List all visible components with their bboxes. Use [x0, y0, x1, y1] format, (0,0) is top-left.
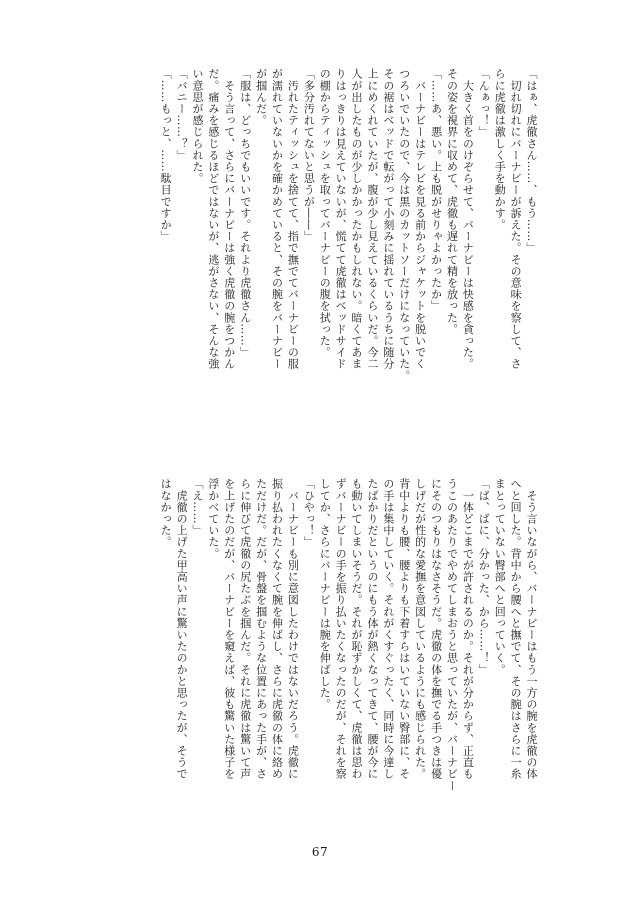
text-line: らに伸びて虎徹の尻たぶを掴んだ。それに虎徹は驚いて声	[238, 478, 252, 780]
text-line: 「服は、どっちでもいいです。それより虎徹さん……」	[238, 68, 252, 358]
text-line: 汚れたティッシュを捨てて、指で撫でてバーナビーの服	[286, 68, 300, 370]
text-line: まとっていない臀部へと回っていく。	[493, 478, 507, 676]
text-line: 浮かべていた。	[206, 478, 220, 560]
text-line: らに虎徹は激しく手を動かす。	[493, 68, 507, 231]
text-line: い意思が感じられた。	[190, 68, 204, 184]
text-line: 「え……」	[190, 478, 204, 536]
page-number: 67	[311, 845, 329, 859]
text-line: バーナビーも別に意図したわけではないだろう。虎徹に	[286, 478, 300, 780]
text-line: しげだが性的な愛撫を意図しているようにも感じられた。	[413, 478, 427, 780]
text-line: 「はぁ、虎徹さん……、もう……」	[525, 68, 538, 254]
text-line: が濡れていないかを確かめていると、その腕をバーナビー	[270, 68, 284, 370]
text-line: 背中よりも腰、腰よりも下着すらはいていない臀部に、そ	[397, 478, 411, 780]
text-line: が掴んだ。	[254, 68, 268, 126]
text-line: ただけだ。だが、骨盤を掴むような位置にあった手が、さ	[254, 478, 268, 780]
text-line: 「ひやっ！」	[302, 478, 316, 548]
text-line: の棚からティッシュを取ってバーナビーの腹を拭った。	[318, 68, 332, 358]
text-line: 人が出したものが少しかかったかもしれない。暗くてあま	[350, 68, 364, 370]
text-line: 「ば、ばに、分かった、から……！」	[477, 478, 491, 676]
text-line: 「……もっと、……駄目ですか」	[159, 68, 173, 242]
text-line: はなかった。	[159, 478, 173, 548]
text-line: も動いてしまいそうだ。それが恥ずかしくて、虎徹は思わ	[350, 478, 364, 780]
text-line: ずバーナビーの手を振り払いたくなったのだが、それを察	[334, 478, 348, 780]
text-line: へと回した。背中から腰へと撫でて、その腕はさらに一糸	[509, 478, 523, 780]
text-line: だ。痛みを感じるほどではないが、逃がさない、そんな強	[206, 68, 220, 370]
text-line: 一体どこまでが許されるのか。それが分からず、正直も	[461, 478, 475, 780]
text-line: そう言って、さらにバーナビーは強く虎徹の腕をつかん	[222, 68, 236, 370]
text-line: たばかりだというのにもう体が熱くなってきて、腰が今に	[365, 478, 379, 780]
text-line: 振り払われたくなくて腕を伸ばし、さらに虎徹の体に絡め	[270, 478, 284, 780]
text-line: その姿を視界に収めて、虎徹も遅れて精を放った。	[445, 68, 459, 335]
text-line: 切れ切れにバーナビーが訴えた。その意味を察して、さ	[509, 68, 523, 370]
text-line: 上にめくれていたが、腹が少し見えているくらいだ。今二	[365, 68, 379, 370]
text-line: を上げたのだが、バーナビーを窺えば、彼も驚いた様子を	[222, 478, 236, 780]
text-line: バーナビーはテレビを見る前からジャケットを脱いでく	[413, 68, 427, 370]
text-line: つろいでいたので、今は黒のカットソーだけになっていた。	[397, 68, 411, 382]
text-block-bottom	[133, 478, 539, 814]
text-line: 「バニー……？」	[175, 68, 189, 161]
text-line: にそのつもりはなさそうだ。虎徹の体を撫でる手つきは優	[429, 478, 443, 780]
text-line: 虎徹の上げた甲高い声に驚いたのかと思ったが、そうで	[175, 478, 189, 780]
text-line: の手は集中していく。それがくすぐったく、同時に今達し	[381, 478, 395, 780]
text-line: その裾はベッドで転がって小刻みに揺れているうちに随分	[381, 68, 395, 370]
text-line: 「……あ、悪い。上も脱がせりゃよかったか」	[429, 68, 443, 312]
text-line: 「んぁっ！」	[477, 68, 491, 138]
text-line: うこのあたりでやめてしまおうと思っていたが、バーナビー	[445, 478, 459, 792]
text-line: 「多分汚れてないと思うが――」	[302, 68, 316, 242]
text-block-top	[133, 68, 539, 404]
text-line: 大きく首をのけぞらせて、バーナビーは快感を貪った。	[461, 68, 475, 370]
text-line: りはっきりは見えていないが、慌てて虎徹はベッドサイド	[334, 68, 348, 370]
text-line: そう言いながら、バーナビーはもう一方の腕を虎徹の体	[525, 478, 538, 780]
text-line: してか、さらにバーナビーは腕を伸ばした。	[318, 478, 332, 710]
